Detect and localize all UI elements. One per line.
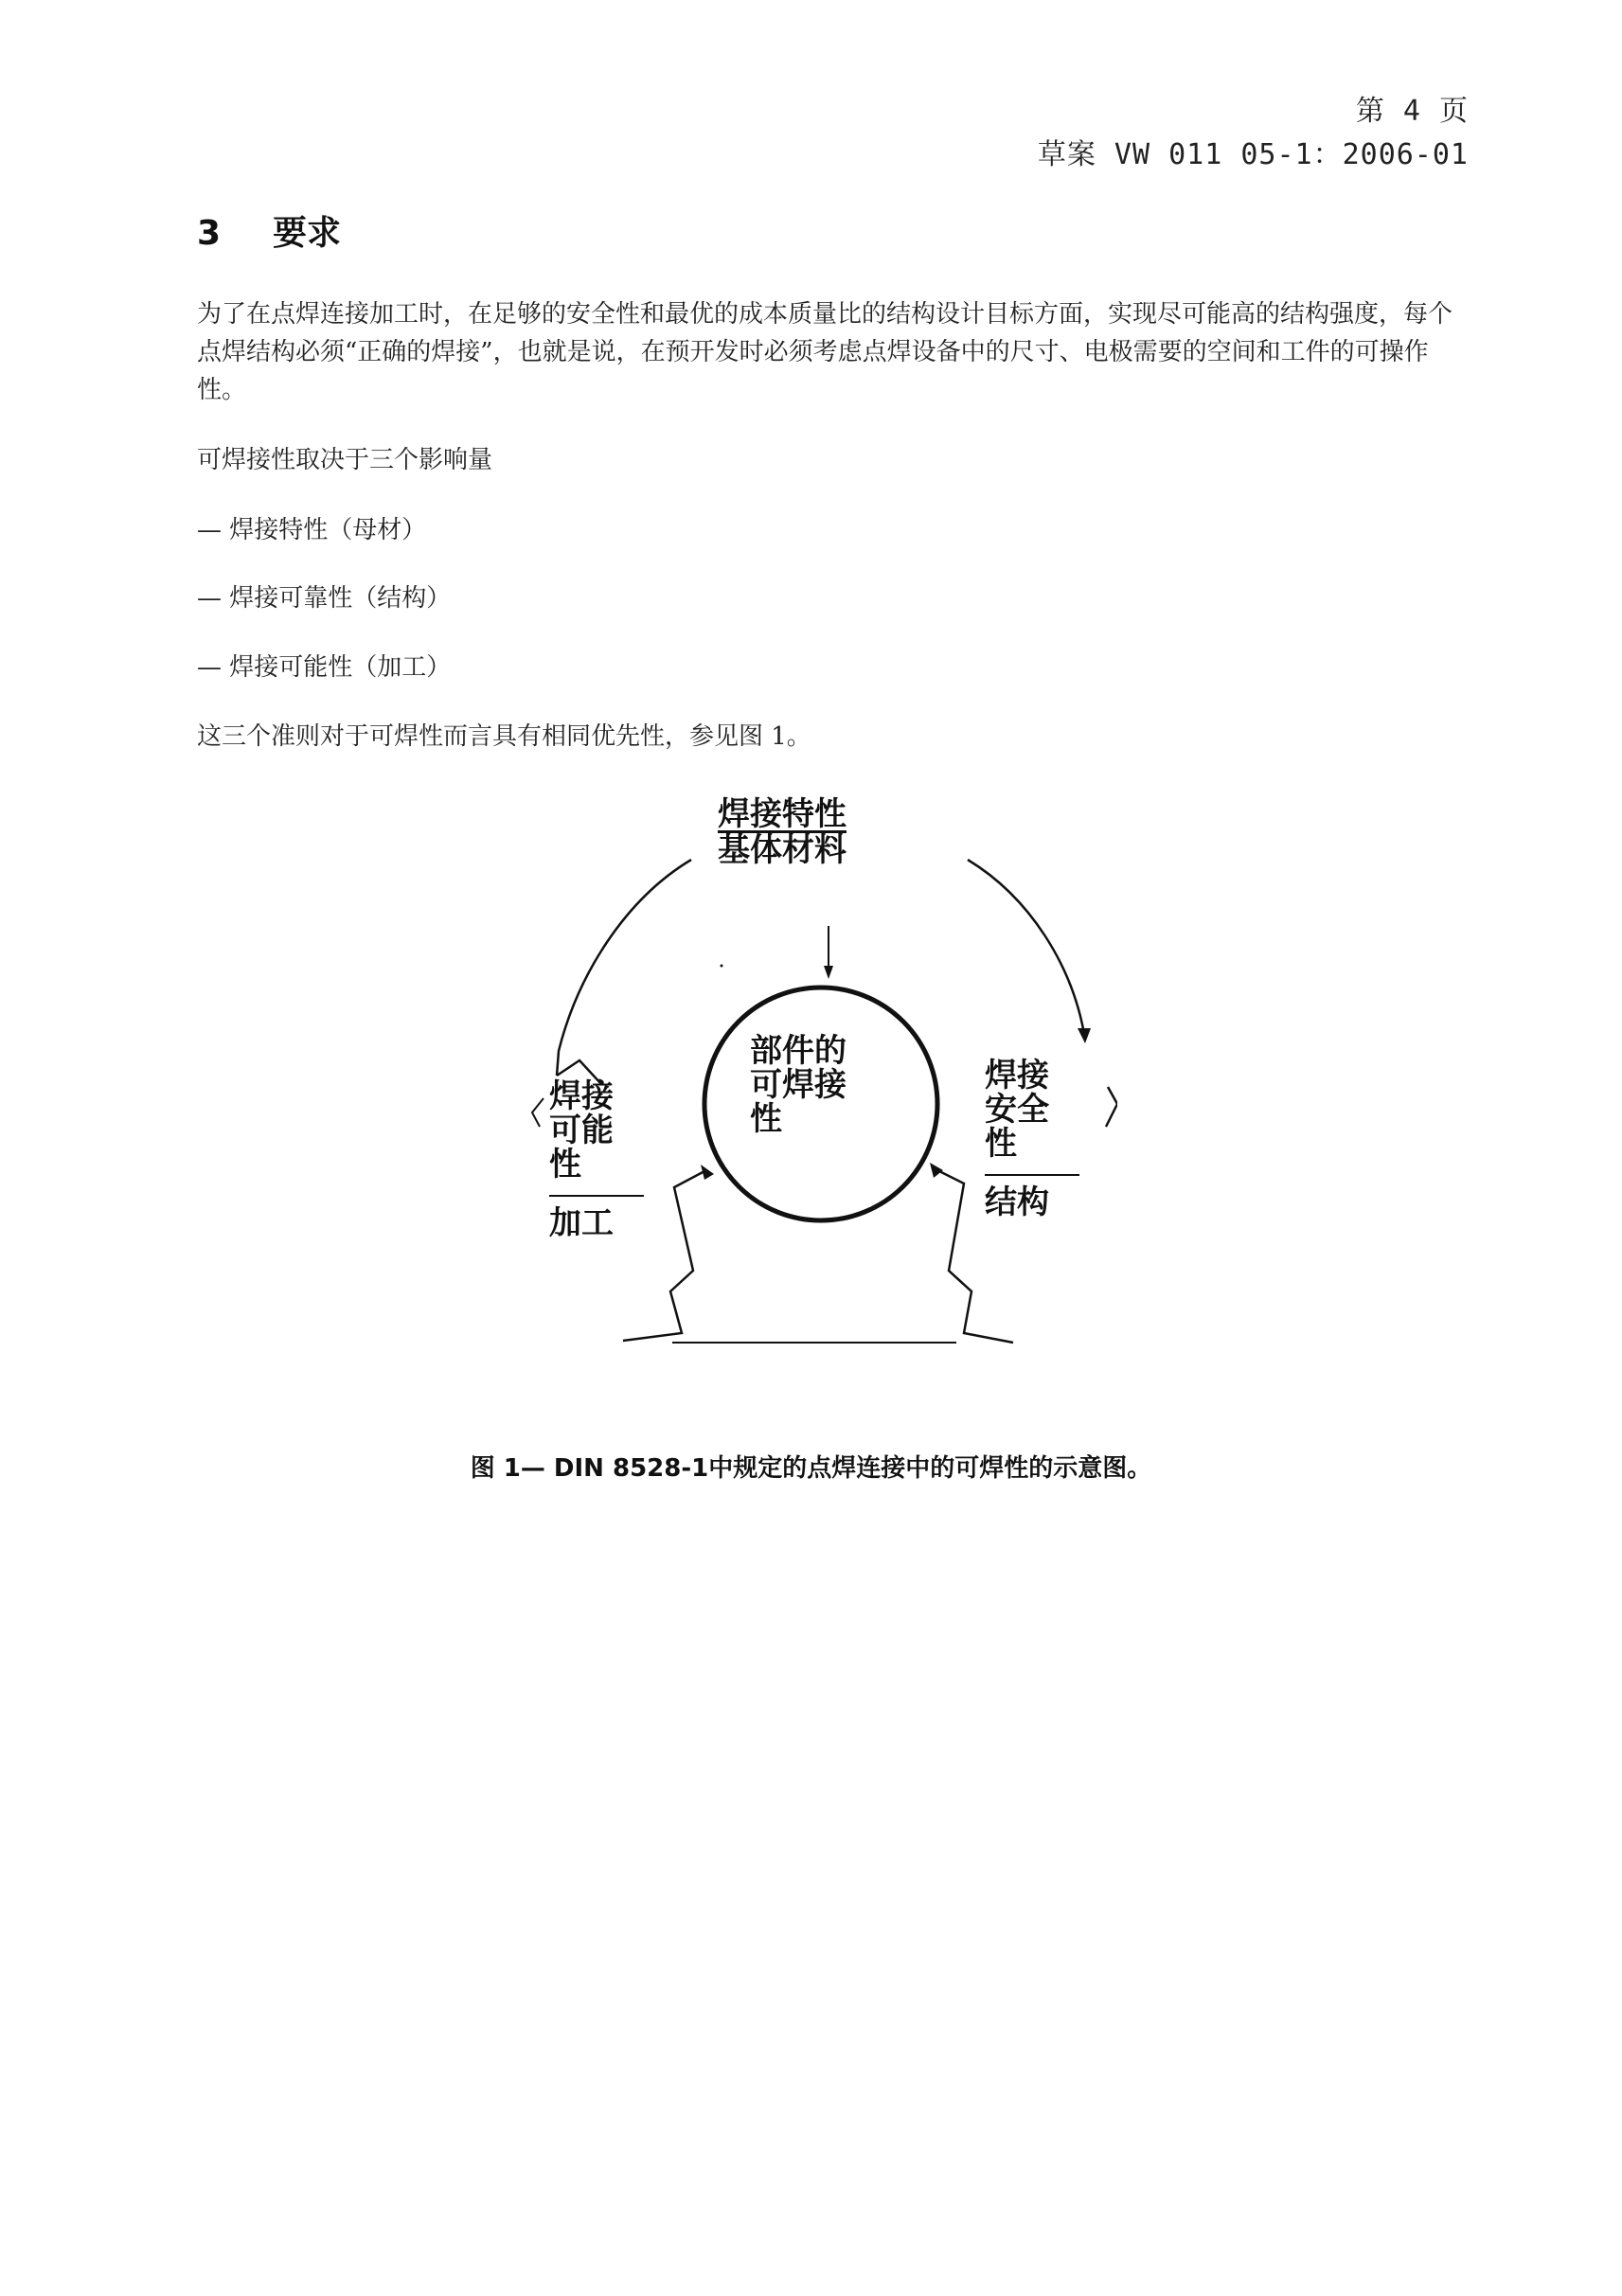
- right-label-line2: 安全: [985, 1091, 1049, 1129]
- left-arc: [557, 860, 691, 1076]
- top-label-line1: 焊接特性: [718, 795, 847, 833]
- center-label: [750, 1034, 847, 1136]
- right-arc-arrowhead: [1078, 1028, 1091, 1043]
- right-arc: [968, 860, 1084, 1034]
- right-label: [985, 1059, 1079, 1219]
- speck: [721, 965, 723, 968]
- lead-sentence: 可焊接性取决于三个影响量: [197, 446, 493, 474]
- weldability-diagram: [511, 786, 1117, 1373]
- lower-right-arrowhead: [930, 1163, 943, 1178]
- left-label-line3: 性: [549, 1146, 581, 1184]
- intro-paragraph: 为了在点焊连接加工时，在足够的安全性和最优的成本质量比的结构设计目标方面，实现尽可能高的结构强度，每个点焊结构必须“正确的焊接”，也就是说，在预开发时必须考虑点焊设备中的尺寸、电极需要的空间和工件的可操作性。: [197, 300, 1453, 404]
- list-item: — 焊接可能性（加工）: [197, 653, 452, 682]
- right-label-divider: [985, 1174, 1079, 1176]
- list-item: — 焊接特性（母材）: [197, 516, 427, 544]
- right-label-line3: 性: [985, 1125, 1017, 1163]
- center-label-line2: 可焊接: [750, 1066, 847, 1104]
- figure-caption: 图 1— DIN 8528-1中规定的点焊连接中的可焊性的示意图。: [470, 1454, 1152, 1483]
- top-arrowhead: [824, 966, 833, 979]
- list-item: — 焊接可靠性（结构）: [197, 584, 452, 613]
- section-number: 3: [197, 214, 222, 253]
- top-label-line2: 基体材料: [718, 831, 847, 869]
- left-bracket: [532, 1098, 544, 1127]
- right-label-line1: 焊接: [985, 1057, 1049, 1095]
- closing-sentence: 这三个准则对于可焊性而言具有相同优先性，参见图 1。: [197, 722, 811, 751]
- center-label-line1: 部件的: [750, 1032, 847, 1070]
- left-label: [549, 1079, 644, 1240]
- left-label-divider: [549, 1195, 644, 1197]
- page-number: 第 4 页: [1355, 95, 1469, 128]
- left-label-line1: 焊接: [549, 1077, 614, 1115]
- left-label-sub: 加工: [549, 1204, 614, 1242]
- document-id: 草案 VW 011 05-1：2006-01: [1037, 138, 1469, 171]
- left-label-line2: 可能: [549, 1112, 614, 1149]
- right-label-sub: 结构: [985, 1184, 1049, 1221]
- lower-left-arrowhead: [701, 1165, 714, 1180]
- center-label-line3: 性: [750, 1100, 782, 1138]
- right-bracket: [1106, 1087, 1117, 1127]
- section-heading: [197, 206, 341, 255]
- section-title: 要求: [273, 214, 342, 253]
- top-label: [718, 797, 847, 867]
